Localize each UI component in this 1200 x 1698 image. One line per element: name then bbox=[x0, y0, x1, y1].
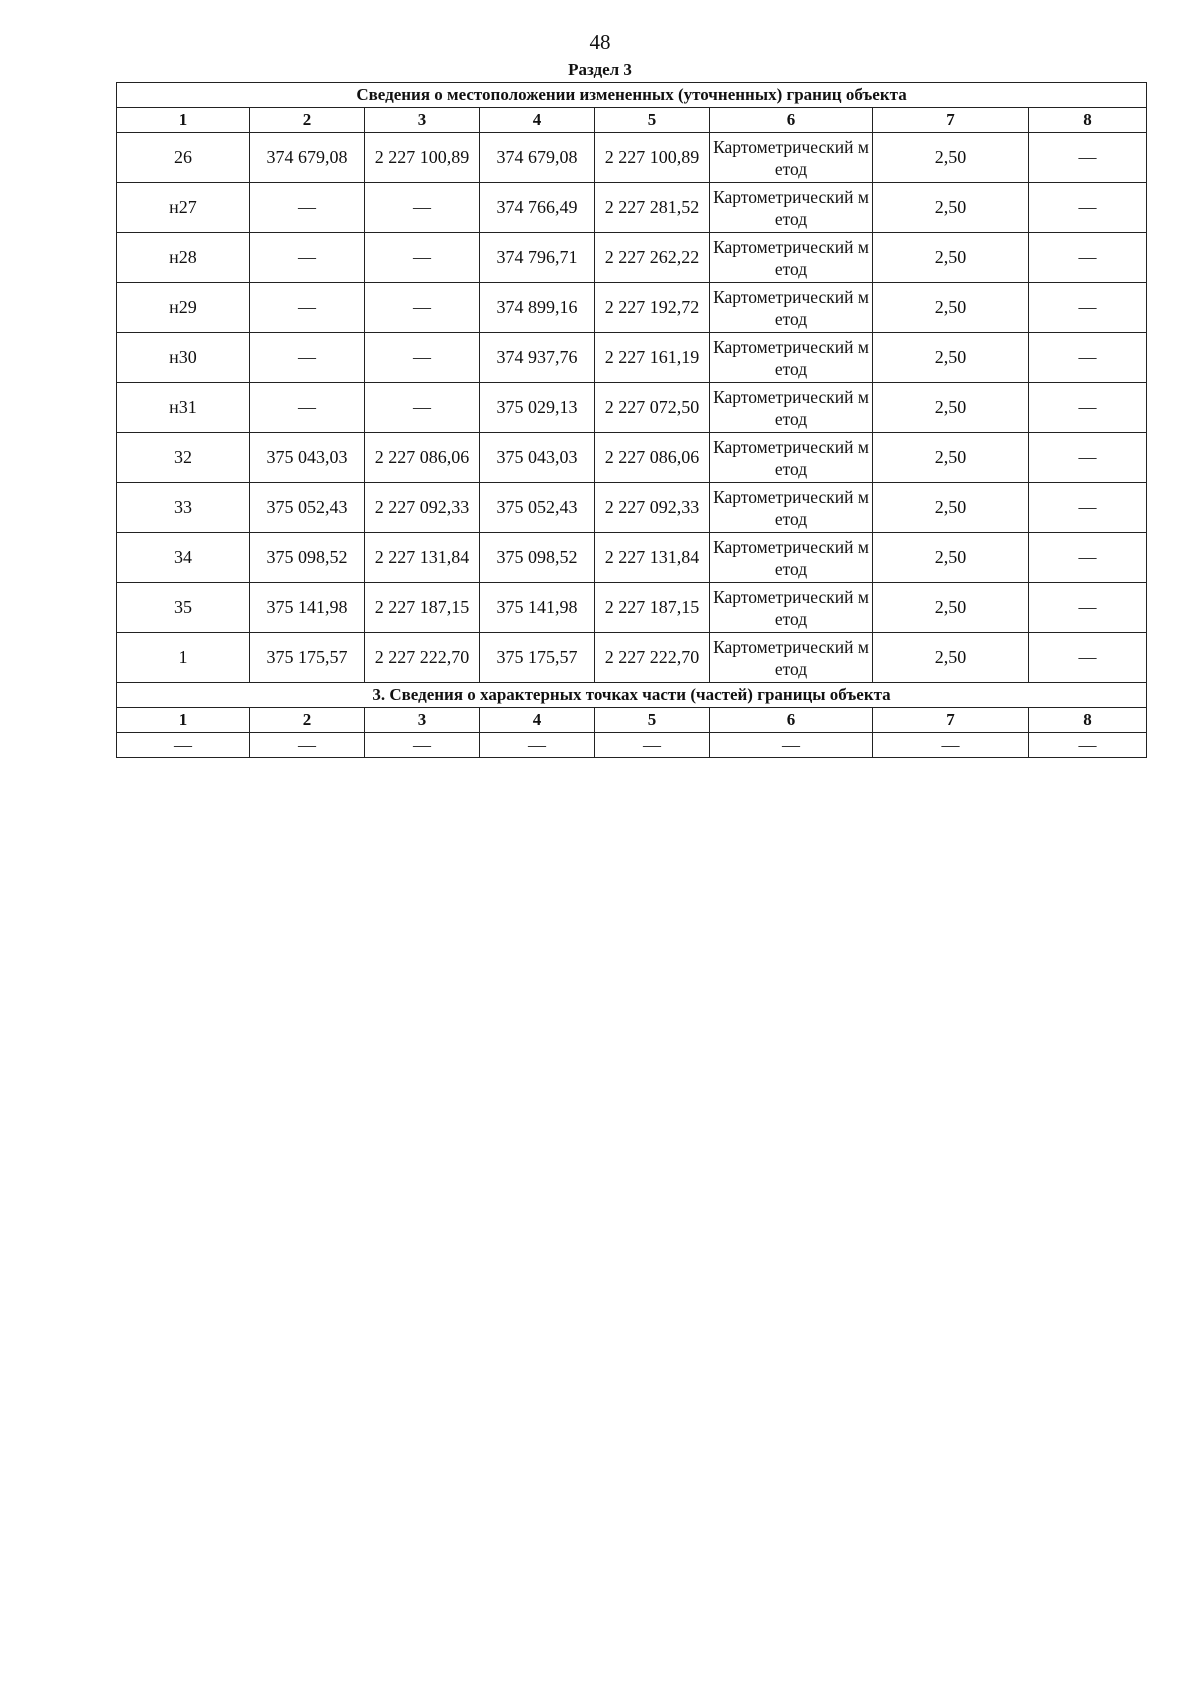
method-cell: Картометрический метод bbox=[710, 133, 873, 183]
table1-cell: 2 227 192,72 bbox=[595, 283, 710, 333]
table1-cell: 2 227 187,15 bbox=[365, 583, 480, 633]
table1-cell: — bbox=[1029, 533, 1147, 583]
table1-cell: 2,50 bbox=[873, 533, 1029, 583]
section-title: Раздел 3 bbox=[568, 60, 632, 79]
table1-cell: 375 052,43 bbox=[480, 483, 595, 533]
table1-row bbox=[117, 583, 1147, 633]
table1-cell: — bbox=[250, 333, 365, 383]
table1-cell: 2 227 222,70 bbox=[595, 633, 710, 683]
table1-cell: 374 679,08 bbox=[480, 133, 595, 183]
table2-header-cell: 1 bbox=[117, 708, 250, 733]
table1-cell: — bbox=[1029, 633, 1147, 683]
table2-header-cell: 8 bbox=[1029, 708, 1147, 733]
table1-cell: 2,50 bbox=[873, 183, 1029, 233]
table1-cell: 32 bbox=[117, 433, 250, 483]
table1-header-cell: 7 bbox=[873, 108, 1029, 133]
table1-cell: 2,50 bbox=[873, 283, 1029, 333]
method-cell: Картометрический метод bbox=[710, 383, 873, 433]
table2-header-cell: 7 bbox=[873, 708, 1029, 733]
table1-cell: 2,50 bbox=[873, 383, 1029, 433]
table1-cell: 2 227 092,33 bbox=[365, 483, 480, 533]
table1-cell: 1 bbox=[117, 633, 250, 683]
table1-cell: 2 227 086,06 bbox=[365, 433, 480, 483]
table2-header-cell: 3 bbox=[365, 708, 480, 733]
method-cell: Картометрический метод bbox=[710, 483, 873, 533]
table1-cell: 375 043,03 bbox=[480, 433, 595, 483]
table1-cell: 374 796,71 bbox=[480, 233, 595, 283]
table1-cell: 34 bbox=[117, 533, 250, 583]
table2-cell: — bbox=[710, 733, 873, 758]
table1-cell: — bbox=[1029, 283, 1147, 333]
table1-cell: 374 937,76 bbox=[480, 333, 595, 383]
table1-cell: 375 141,98 bbox=[250, 583, 365, 633]
table1-cell: 2 227 262,22 bbox=[595, 233, 710, 283]
table1-cell: 375 141,98 bbox=[480, 583, 595, 633]
method-cell: Картометрический метод bbox=[710, 533, 873, 583]
method-cell: Картометрический метод bbox=[710, 583, 873, 633]
table1-cell: н30 bbox=[117, 333, 250, 383]
table2-cell: — bbox=[595, 733, 710, 758]
table1-cell: — bbox=[250, 233, 365, 283]
page-number: 48 bbox=[589, 30, 611, 54]
table1-cell: 2,50 bbox=[873, 233, 1029, 283]
table1-cell: — bbox=[365, 183, 480, 233]
table1-cell: 2,50 bbox=[873, 133, 1029, 183]
table1-cell: 2,50 bbox=[873, 483, 1029, 533]
table1-cell: — bbox=[1029, 233, 1147, 283]
table2-header-cell: 2 bbox=[250, 708, 365, 733]
table1-caption-row bbox=[117, 83, 1147, 108]
table1-header-cell: 5 bbox=[595, 108, 710, 133]
table1-cell: 2 227 100,89 bbox=[595, 133, 710, 183]
table2-cell: — bbox=[117, 733, 250, 758]
table1-cell: 2 227 100,89 bbox=[365, 133, 480, 183]
table1-cell: — bbox=[365, 283, 480, 333]
table1-header-cell: 4 bbox=[480, 108, 595, 133]
table2-cell: — bbox=[480, 733, 595, 758]
table1-cell: 2 227 131,84 bbox=[365, 533, 480, 583]
table1-cell: 2,50 bbox=[873, 633, 1029, 683]
table1-cell: 375 043,03 bbox=[250, 433, 365, 483]
table1-row bbox=[117, 383, 1147, 433]
method-cell: Картометрический метод bbox=[710, 433, 873, 483]
table2-cell: — bbox=[365, 733, 480, 758]
table1-cell: — bbox=[250, 183, 365, 233]
table2-header-row bbox=[117, 708, 1147, 733]
table1-cell: — bbox=[1029, 483, 1147, 533]
table1-cell: — bbox=[1029, 183, 1147, 233]
table1-cell: 2 227 222,70 bbox=[365, 633, 480, 683]
table1-header-row bbox=[117, 108, 1147, 133]
table2-header-cell: 4 bbox=[480, 708, 595, 733]
table1-cell: — bbox=[1029, 583, 1147, 633]
table1-cell: 374 679,08 bbox=[250, 133, 365, 183]
table1-row bbox=[117, 533, 1147, 583]
table2-row bbox=[117, 733, 1147, 758]
table1-header-cell: 1 bbox=[117, 108, 250, 133]
table1-row bbox=[117, 483, 1147, 533]
method-cell: Картометрический метод bbox=[710, 233, 873, 283]
table1-cell: 35 bbox=[117, 583, 250, 633]
table1-header-cell: 2 bbox=[250, 108, 365, 133]
table1-row bbox=[117, 233, 1147, 283]
table1-header-cell: 3 bbox=[365, 108, 480, 133]
table1-cell: 2 227 281,52 bbox=[595, 183, 710, 233]
table1-cell: 375 029,13 bbox=[480, 383, 595, 433]
method-cell: Картометрический метод bbox=[710, 183, 873, 233]
table1-cell: н28 bbox=[117, 233, 250, 283]
table2-header-cell: 6 bbox=[710, 708, 873, 733]
table1-row bbox=[117, 183, 1147, 233]
table1-cell: 374 899,16 bbox=[480, 283, 595, 333]
table1-cell: н27 bbox=[117, 183, 250, 233]
table2-cell: — bbox=[250, 733, 365, 758]
table1-cell: 2 227 131,84 bbox=[595, 533, 710, 583]
table1-cell: 2 227 086,06 bbox=[595, 433, 710, 483]
table1-cell: — bbox=[1029, 383, 1147, 433]
table2-cell: — bbox=[873, 733, 1029, 758]
table1-row bbox=[117, 433, 1147, 483]
table1-cell: — bbox=[250, 383, 365, 433]
table1-cell: — bbox=[1029, 433, 1147, 483]
table1-cell: 375 098,52 bbox=[480, 533, 595, 583]
method-cell: Картометрический метод bbox=[710, 283, 873, 333]
table1-cell: н29 bbox=[117, 283, 250, 333]
table1-caption: Сведения о местоположении измененных (уточненных) границ объекта bbox=[117, 83, 1147, 108]
table1-row bbox=[117, 133, 1147, 183]
table1-row bbox=[117, 333, 1147, 383]
table1-cell: 26 bbox=[117, 133, 250, 183]
table1-cell: — bbox=[365, 333, 480, 383]
table2-header-cell: 5 bbox=[595, 708, 710, 733]
table1-cell: 375 098,52 bbox=[250, 533, 365, 583]
table1-cell: 375 175,57 bbox=[250, 633, 365, 683]
table1-header-cell: 6 bbox=[710, 108, 873, 133]
table1-cell: — bbox=[1029, 333, 1147, 383]
table1-cell: 2,50 bbox=[873, 333, 1029, 383]
table1-cell: 2 227 187,15 bbox=[595, 583, 710, 633]
table1-cell: 2,50 bbox=[873, 433, 1029, 483]
table1-cell: — bbox=[365, 383, 480, 433]
table1-row bbox=[117, 283, 1147, 333]
table1-row bbox=[117, 633, 1147, 683]
table1-cell: — bbox=[365, 233, 480, 283]
table1-cell: 33 bbox=[117, 483, 250, 533]
table1-cell: 2 227 161,19 bbox=[595, 333, 710, 383]
table2-caption: 3. Сведения о характерных точках части (частей) границы объекта bbox=[117, 683, 1147, 708]
table1-header-cell: 8 bbox=[1029, 108, 1147, 133]
method-cell: Картометрический метод bbox=[710, 333, 873, 383]
table1-cell: — bbox=[1029, 133, 1147, 183]
table1-cell: 375 052,43 bbox=[250, 483, 365, 533]
boundary-table bbox=[116, 82, 1147, 758]
table1-cell: 2 227 092,33 bbox=[595, 483, 710, 533]
table1-cell: — bbox=[250, 283, 365, 333]
table1-cell: н31 bbox=[117, 383, 250, 433]
table1-cell: 375 175,57 bbox=[480, 633, 595, 683]
table2-caption-row bbox=[117, 683, 1147, 708]
table1-cell: 2,50 bbox=[873, 583, 1029, 633]
method-cell: Картометрический метод bbox=[710, 633, 873, 683]
table1-cell: 374 766,49 bbox=[480, 183, 595, 233]
table1-cell: 2 227 072,50 bbox=[595, 383, 710, 433]
table2-cell: — bbox=[1029, 733, 1147, 758]
